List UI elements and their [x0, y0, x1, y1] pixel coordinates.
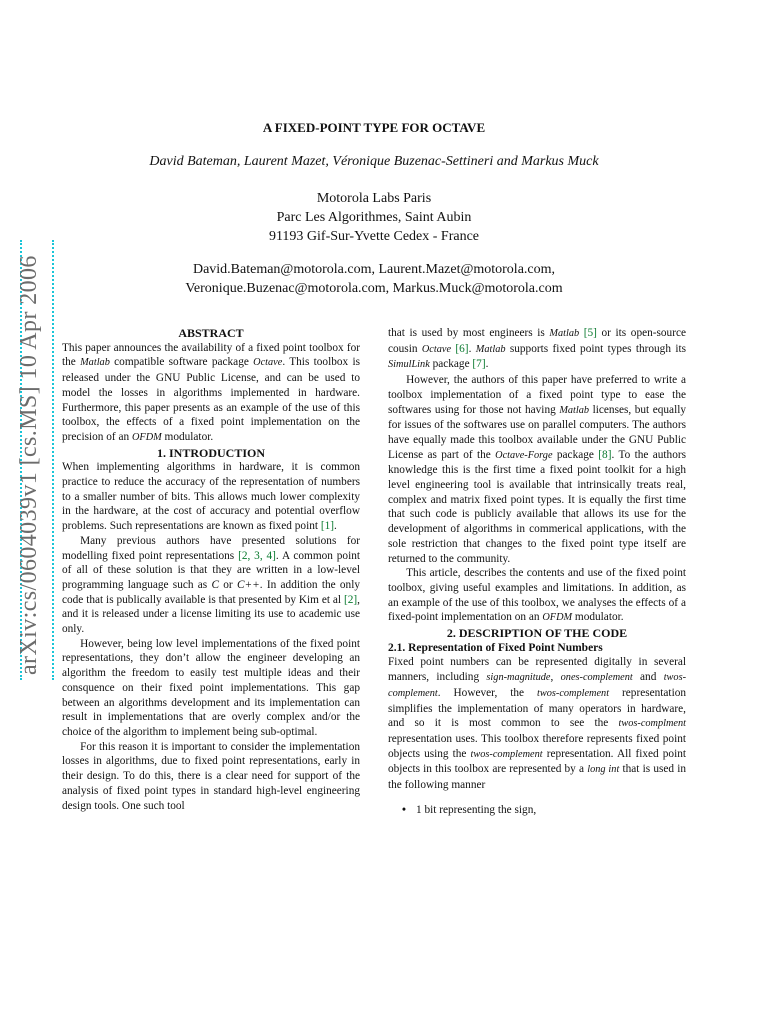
left-column [62, 326, 360, 813]
matlab-term: Matlab [80, 357, 110, 369]
intro-paragraph-3: However, being low level implementations of the fixed point representations, they don’t allow the engineer developing an algorithm the freedom to easily test multiple ideas and their consquence on their fixed point implementations. This gap between an algorithms development and its implementation can result in implementations that are overly complex and/or the choice of the algorithm to implement being sub-optimal. [62, 637, 360, 738]
right-paragraph-3: This article, describes the contents and use of the fixed point toolbox, giving useful examples and limitations. In addition, as an example of the use of this toolbox, we analyses the effects of a fixed-point implementation on an OFDM modulator. [388, 567, 686, 624]
right-column [388, 326, 686, 818]
affiliation-line: 91193 Gif-Sur-Yvette Cedex - France [268, 229, 480, 244]
subsection-heading: 2.1. Representation of Fixed Point Numbers [388, 641, 603, 654]
abstract-paragraph: This paper announces the availability of a fixed point toolbox for the Matlab compatible software package Octave. This toolbox is released under the GNU Public License, and can be used to model the losses in algorithms implemented in hardware. Furthermore, this paper presents as an example of the use of this toolbox, the effects of a fixed point implementation on the precision of an OFDM modulator. [62, 341, 360, 443]
email-line: David.Bateman@motorola.com, Laurent.Mazet@motorola.com, [192, 262, 556, 277]
citation-link[interactable]: [8] [598, 448, 612, 461]
octave-term: Octave [253, 357, 283, 369]
citation-link[interactable]: [6] [455, 342, 469, 355]
citation-link[interactable]: [2, 3, 4] [238, 549, 276, 562]
affiliation-line: Parc Les Algorithmes, Saint Aubin [276, 210, 472, 225]
arxiv-identifier[interactable]: arXiv:cs/0604039v1 [cs.MS] 10 Apr 2006 [16, 255, 42, 675]
right-paragraph-2: However, the authors of this paper have preferred to write a toolbox implementation of a fixed point type to ease the softwares using for those not having Matlab licenses, but equally for issues of the softwares use on parallel computers. The authors have equally made this toolbox available under the GNU Public License as part of the Octave-Forge package [8]. To the authors knowledge this is the first time a fixed point toolkit for a high level engineering tool is available that intrinsically treats real, complex and matrix fixed point types. It is equally the first time that such code is publicly available that allows its use for the development of algorithms in commerical applications, with the sole restriction that changes to the fixed point type itself are returned to the community. [388, 374, 687, 565]
citation-link[interactable]: [7] [472, 358, 486, 371]
intro-paragraph-2: Many previous authors have presented solutions for modelling fixed point representations [2, 3, 4]. A common point of all of these solution is that they are written in a low-level programming language such as C or C++. In addition the only code that is publically available is that presented by Kim et al [2], and it is released under a license limiting its use to academic use only. [62, 534, 360, 636]
abstract-heading: ABSTRACT [178, 326, 244, 340]
affiliation [0, 189, 748, 246]
intro-paragraph-4: For this reason it is important to consider the implementation losses in algorithms, due to fixed point representations, early in their design. To do this, there is a clear need for support of the analysis of fixed point types in standard high-level engineering design tools. One such tool [62, 740, 360, 812]
author-list: David Bateman, Laurent Mazet, Véronique Buzenac-Settineri and Markus Muck [149, 154, 599, 169]
email-list [0, 260, 748, 298]
citation-link[interactable]: [5] [583, 327, 597, 339]
description-paragraph: Fixed point numbers can be represented digitally in several manners, including sign-magnitude, ones-complement and twos-complement. However, the twos-complement representation simplifies the implementation of many operators in hardware, and so it is most common to see the twos-complment representation uses. This toolbox therefore represents fixed point objects using the twos-complement representation. All fixed point objects in this toolbox are represented by a long int that is used in the following manner [388, 656, 687, 792]
ofdm-term: OFDM [131, 431, 162, 443]
right-paragraph-1: that is used by most engineers is Matlab [5] or its open-source cousin Octave [6]. Matlab supports fixed point types through its SimulLink package [7]. [388, 327, 686, 371]
email-line: Veronique.Buzenac@motorola.com, Markus.Muck@motorola.com [185, 281, 563, 296]
introduction-heading: 1. INTRODUCTION [156, 445, 265, 460]
description-heading: 2. DESCRIPTION OF THE CODE [446, 626, 628, 641]
list-item [388, 803, 686, 818]
citation-link[interactable]: [2] [343, 593, 358, 606]
paper-title: A FIXED-POINT TYPE FOR OCTAVE [262, 120, 486, 135]
list-item-text: 1 bit representing the sign, [416, 803, 537, 816]
citation-link[interactable]: [1] [320, 520, 335, 533]
bullet-icon: • [402, 803, 406, 816]
intro-paragraph-1: When implementing algorithms in hardware, it is common practice to reduce the accuracy of the representation of numbers to a smaller number of bits. This allows much lower complexity in the hardware, at the cost of accuracy and potential overflow problems. Such representations are known as fixed point [1]. [62, 461, 360, 533]
affiliation-line: Motorola Labs Paris [316, 191, 432, 206]
